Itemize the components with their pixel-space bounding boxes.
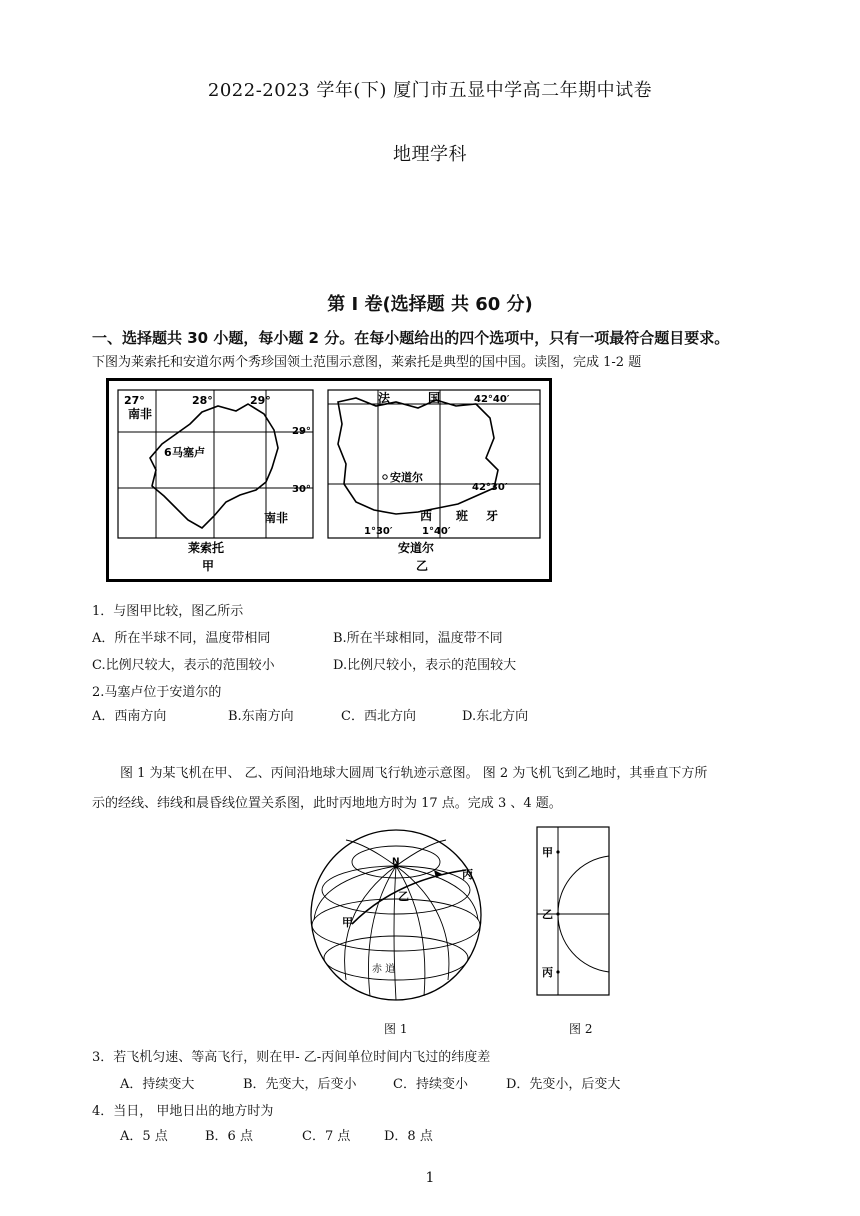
q1-option-c: C.比例尺较大，表示的范围较小 [92, 658, 275, 673]
intro2-line2: 示的经线、纬线和晨昏线位置关系图，此时丙地地方时为 17 点。完成 3 、4 题。 [92, 796, 562, 811]
fig2-bing-label: 丙 [542, 966, 553, 979]
map-yi-caption: 乙 [416, 559, 429, 573]
map-jia-caption: 甲 [202, 559, 215, 573]
globe-bing-label: 丙 [462, 868, 473, 881]
lon-140-label: 1°40′ [422, 526, 451, 537]
fig2-caption: 图 2 [569, 1022, 593, 1036]
lon-29-label: 29° [250, 394, 271, 407]
fig2-diagram [536, 826, 612, 998]
north-label: N [392, 857, 400, 867]
page-number: 1 [425, 1170, 435, 1186]
intro-text: 下图为莱索托和安道尔两个秀珍国领土范围示意图，莱索托是典型的国中国。读图，完成 1-2 题 [92, 355, 642, 370]
globe-figure [306, 820, 486, 1010]
intro2-line1: 图 1 为某飞机在甲、 乙、丙间沿地球大圆周飞行轨迹示意图。 图 2 为飞机飞到乙地时，其垂直下方所 [120, 766, 708, 781]
q1-stem: 1．与图甲比较，图乙所示 [92, 604, 244, 619]
q4-option-d: D．8 点 [384, 1129, 433, 1144]
section-instruction: 一、选择题共 30 小题，每小题 2 分。在每小题给出的四个选项中，只有一项最符合题目要求。 [92, 329, 730, 347]
fig1-caption: 图 1 [384, 1022, 408, 1036]
flight-path [352, 870, 466, 924]
q1-option-b: B.所在半球相同，温度带不同 [333, 631, 503, 646]
france-label-2: 国 [428, 391, 441, 405]
q2-option-a: A．西南方向 [92, 709, 167, 724]
q2-option-d: D.东北方向 [462, 709, 529, 724]
section-title: 第 I 卷(选择题 共 60 分) [327, 294, 533, 315]
lat-4240-label: 42°40′ [474, 394, 510, 405]
south-africa-label-1: 南非 [128, 407, 153, 421]
equator-label: 赤 道 [372, 964, 396, 975]
maps-figure [106, 378, 552, 582]
france-label: 法 [378, 391, 391, 405]
q4-option-a: A．5 点 [120, 1129, 168, 1144]
globe-yi-label: 乙 [398, 890, 409, 903]
exam-title: 2022-2023 学年(下) 厦门市五显中学高二年期中试卷 [207, 80, 653, 101]
globe-jia-label: 甲 [342, 916, 353, 929]
lesotho-label: 莱索托 [188, 541, 225, 555]
fig2-jia-label: 甲 [542, 846, 553, 859]
globe-outline [311, 830, 481, 1000]
exam-subject: 地理学科 [393, 144, 467, 165]
q3-stem: 3．若飞机匀速、等高飞行，则在甲- 乙-丙间单位时间内飞过的纬度差 [92, 1050, 491, 1065]
spain-label-3: 牙 [486, 509, 499, 523]
q1-option-a: A．所在半球不同，温度带相同 [92, 631, 271, 646]
q2-stem: 2.马塞卢位于安道尔的 [92, 685, 222, 700]
lon-130-label: 1°30′ [364, 526, 393, 537]
figure-frame [108, 380, 551, 581]
q2-option-b: B.东南方向 [228, 709, 294, 724]
q4-option-c: C．7 点 [302, 1129, 351, 1144]
q3-option-d: D．先变小，后变大 [506, 1077, 621, 1092]
spain-label-1: 西 [420, 509, 433, 523]
q1-option-d: D.比例尺较小，表示的范围较大 [333, 658, 517, 673]
q2-option-c: C．西北方向 [341, 709, 416, 724]
maseru-label: 马塞卢 [172, 446, 205, 459]
andorra-city-label: 安道尔 [390, 471, 423, 484]
q3-option-a: A．持续变大 [120, 1077, 195, 1092]
lat-29-label: 29° [292, 426, 311, 437]
q4-stem: 4．当日， 甲地日出的地方时为 [92, 1104, 274, 1119]
q4-option-b: B．6 点 [205, 1129, 253, 1144]
spain-label-2: 班 [456, 509, 469, 523]
fig2-yi-label: 乙 [542, 908, 553, 921]
city-marker: 6 [164, 446, 172, 459]
south-africa-label-2: 南非 [264, 511, 289, 525]
lon-27-label: 27° [124, 394, 145, 407]
q3-option-b: B．先变大，后变小 [243, 1077, 357, 1092]
lon-28-label: 28° [192, 394, 213, 407]
lat-4230-label: 42°30′ [472, 482, 508, 493]
andorra-country-label: 安道尔 [398, 541, 435, 555]
lat-30-label: 30° [292, 484, 311, 495]
q3-option-c: C．持续变小 [393, 1077, 468, 1092]
